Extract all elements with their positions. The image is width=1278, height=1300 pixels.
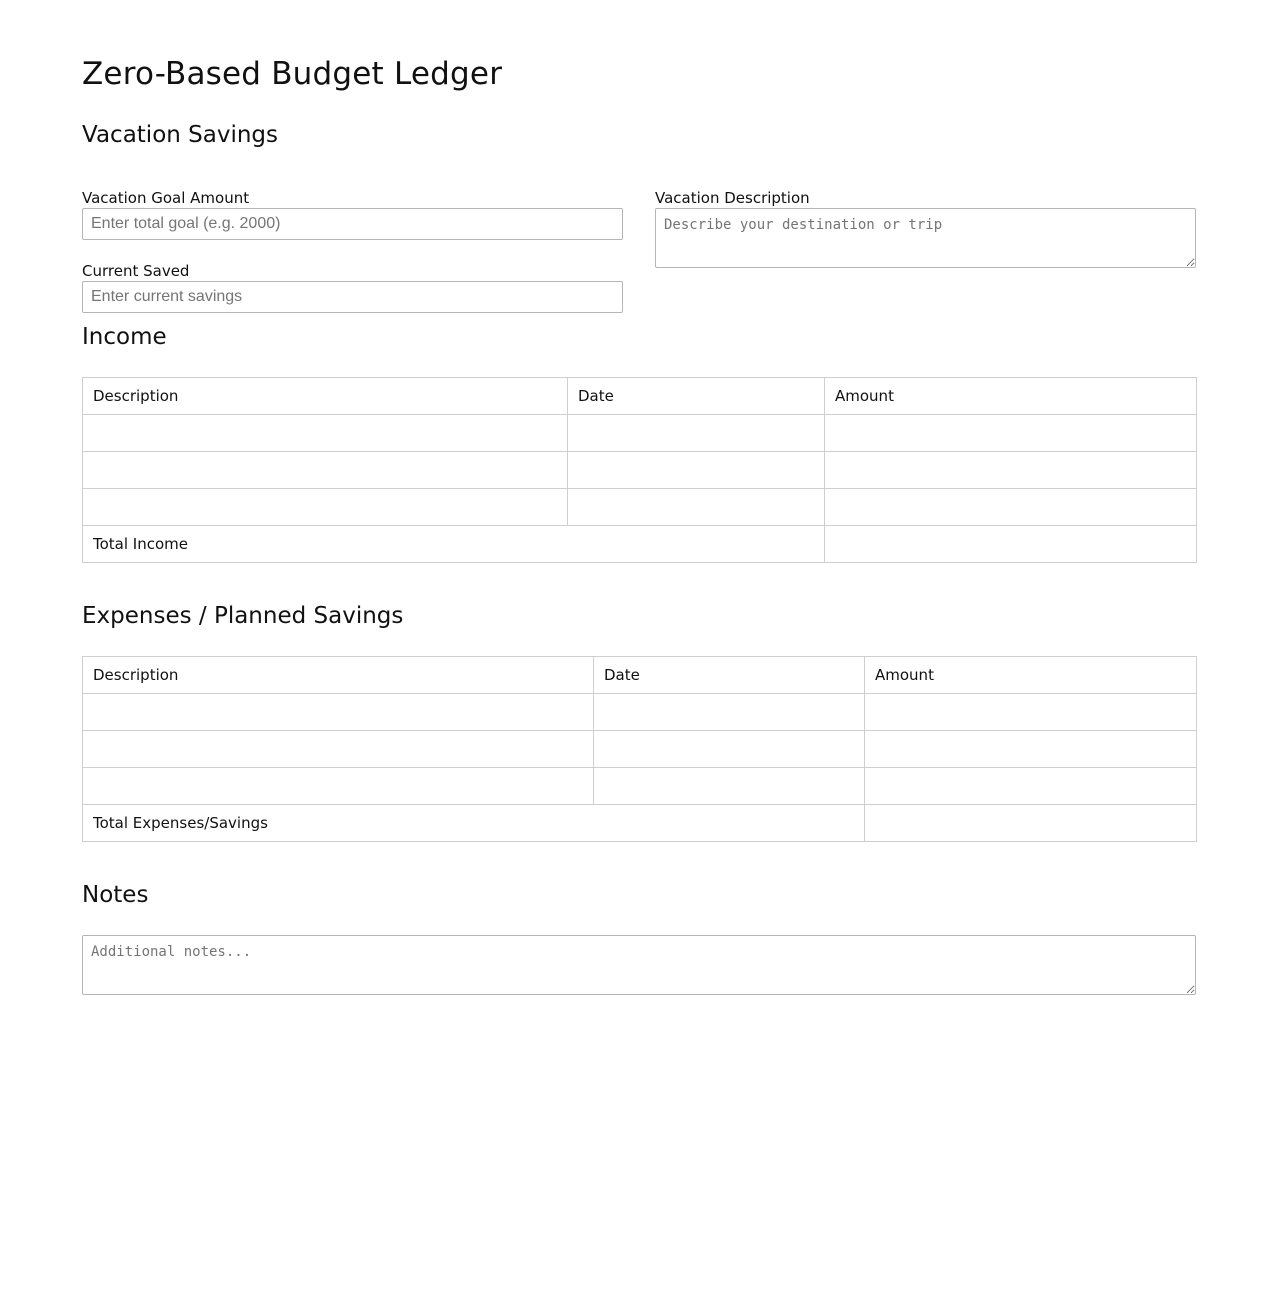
expenses-total-value	[865, 805, 1197, 842]
income-date-cell[interactable]	[568, 415, 825, 452]
income-amount-cell[interactable]	[825, 452, 1197, 489]
income-total-value	[825, 526, 1197, 563]
vacation-savings-heading: Vacation Savings	[82, 122, 279, 148]
table-row	[83, 694, 1197, 731]
income-total-label: Total Income	[83, 526, 825, 563]
expense-date-cell[interactable]	[594, 731, 865, 768]
income-header-row	[83, 378, 1197, 415]
notes-heading: Notes	[82, 882, 149, 908]
notes-textarea[interactable]	[82, 935, 1196, 995]
vacation-goal-input[interactable]	[82, 208, 623, 240]
expenses-col-date: Date	[594, 657, 865, 694]
income-description-cell[interactable]	[83, 489, 568, 526]
expenses-heading: Expenses / Planned Savings	[82, 603, 404, 629]
vacation-description-textarea[interactable]	[655, 208, 1196, 268]
current-saved-input[interactable]	[82, 281, 623, 313]
expense-amount-cell[interactable]	[865, 731, 1197, 768]
expense-date-cell[interactable]	[594, 768, 865, 805]
table-row	[83, 768, 1197, 805]
income-col-amount: Amount	[825, 378, 1197, 415]
income-heading: Income	[82, 324, 167, 350]
expenses-total-label: Total Expenses/Savings	[83, 805, 865, 842]
income-description-cell[interactable]	[83, 452, 568, 489]
income-date-cell[interactable]	[568, 489, 825, 526]
vacation-description-label: Vacation Description	[655, 189, 810, 207]
income-col-date: Date	[568, 378, 825, 415]
income-table	[82, 377, 1197, 563]
expenses-table	[82, 656, 1197, 842]
expenses-total-row	[83, 805, 1197, 842]
table-row	[83, 415, 1197, 452]
income-amount-cell[interactable]	[825, 415, 1197, 452]
current-saved-label: Current Saved	[82, 262, 190, 280]
table-row	[83, 731, 1197, 768]
expense-amount-cell[interactable]	[865, 694, 1197, 731]
income-date-cell[interactable]	[568, 452, 825, 489]
page-title: Zero-Based Budget Ledger	[82, 56, 503, 92]
table-row	[83, 489, 1197, 526]
expense-amount-cell[interactable]	[865, 768, 1197, 805]
expense-description-cell[interactable]	[83, 694, 594, 731]
income-amount-cell[interactable]	[825, 489, 1197, 526]
expenses-col-description: Description	[83, 657, 594, 694]
table-row	[83, 452, 1197, 489]
expenses-col-amount: Amount	[865, 657, 1197, 694]
expense-description-cell[interactable]	[83, 731, 594, 768]
vacation-goal-label: Vacation Goal Amount	[82, 189, 250, 207]
income-total-row	[83, 526, 1197, 563]
income-description-cell[interactable]	[83, 415, 568, 452]
expense-date-cell[interactable]	[594, 694, 865, 731]
expenses-header-row	[83, 657, 1197, 694]
income-col-description: Description	[83, 378, 568, 415]
expense-description-cell[interactable]	[83, 768, 594, 805]
